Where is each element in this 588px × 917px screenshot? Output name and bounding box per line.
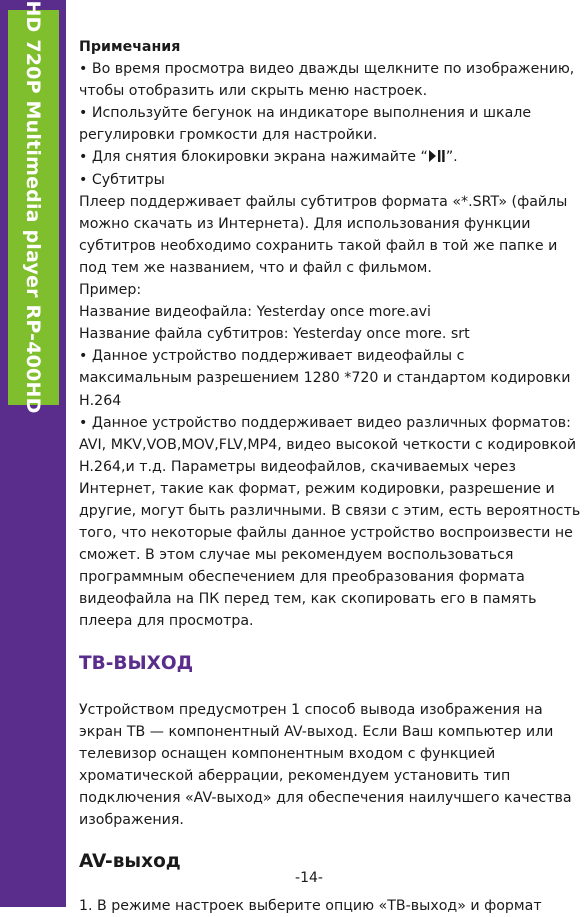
page-content: [79, 36, 581, 917]
notes-heading: Примечания: [79, 39, 181, 55]
tv-output-heading: ТВ-ВЫХОД: [79, 652, 194, 674]
play-pause-icon: [428, 148, 446, 162]
note-paragraph: • Во время просмотра видео дважды щелкните по изображению, чтобы отобразить или скрыть меню настроек.: [79, 61, 575, 100]
note-paragraph: Название файла субтитров: Yesterday once more. srt: [79, 326, 470, 343]
note-text: ”.: [445, 149, 458, 166]
page-number: -14-: [295, 870, 323, 886]
note-paragraph: • Данное устройство поддерживает видео различных форматов: AVI, MKV,VOB,MOV,FLV,MP4, видео высокой четкости с кодировкой H.264,и т.д. Параметры видеофайлов, скачиваемых через Интернет, такие как формат, режим кодировки, разрешение и другие, могут быть различными. В связи с этим, есть вероятность того, что некоторые файлы данное устройство воспроизвести не сможет. В этом случае мы рекомендуем воспользоваться программным обеспечением для преобразования формата видеофайла на ПК перед тем, как скопировать его в память плеера для просмотра.: [79, 414, 581, 630]
sidebar: [0, 0, 66, 907]
av-output-heading: AV-выход: [79, 851, 181, 873]
av-step-1: 1. В режиме настроек выберите опцию «ТВ-выход» и формат: [79, 898, 542, 915]
note-paragraph: [79, 146, 581, 168]
note-paragraph: Название видеофайла: Yesterday once more.avi: [79, 304, 431, 321]
note-text: • Для снятия блокировки экрана нажимайте “: [79, 149, 428, 166]
note-paragraph: Пример:: [79, 282, 142, 299]
note-paragraph: • Используйте бегунок на индикаторе выполнения и шкале регулировки громкости для настройки.: [79, 105, 532, 144]
note-paragraph: Плеер поддерживает файлы субтитров формата «*.SRT» (файлы можно скачать из Интернета). Для использования функции субтитров необходимо сохранить такой файл в той же папке и под тем же названием, что и файл с фильмом.: [79, 193, 568, 276]
tv-output-paragraph: Устройством предусмотрен 1 способ вывода изображения на экран ТВ — компонентный AV-выход. Если Ваш компьютер или телевизор оснащен компонентным входом с функцией хроматической аберрации, рекомендуем установить тип подключения «AV-выход» для обеспечения наилучшего качества изображения.: [79, 701, 572, 829]
note-paragraph: • Данное устройство поддерживает видеофайлы с максимальным разрешением 1280 *720 и стандартом кодировки Н.264: [79, 348, 571, 409]
sidebar-title: HD 720P Multimedia player RP-400HD: [22, 0, 44, 414]
note-paragraph: • Субтитры: [79, 171, 165, 188]
